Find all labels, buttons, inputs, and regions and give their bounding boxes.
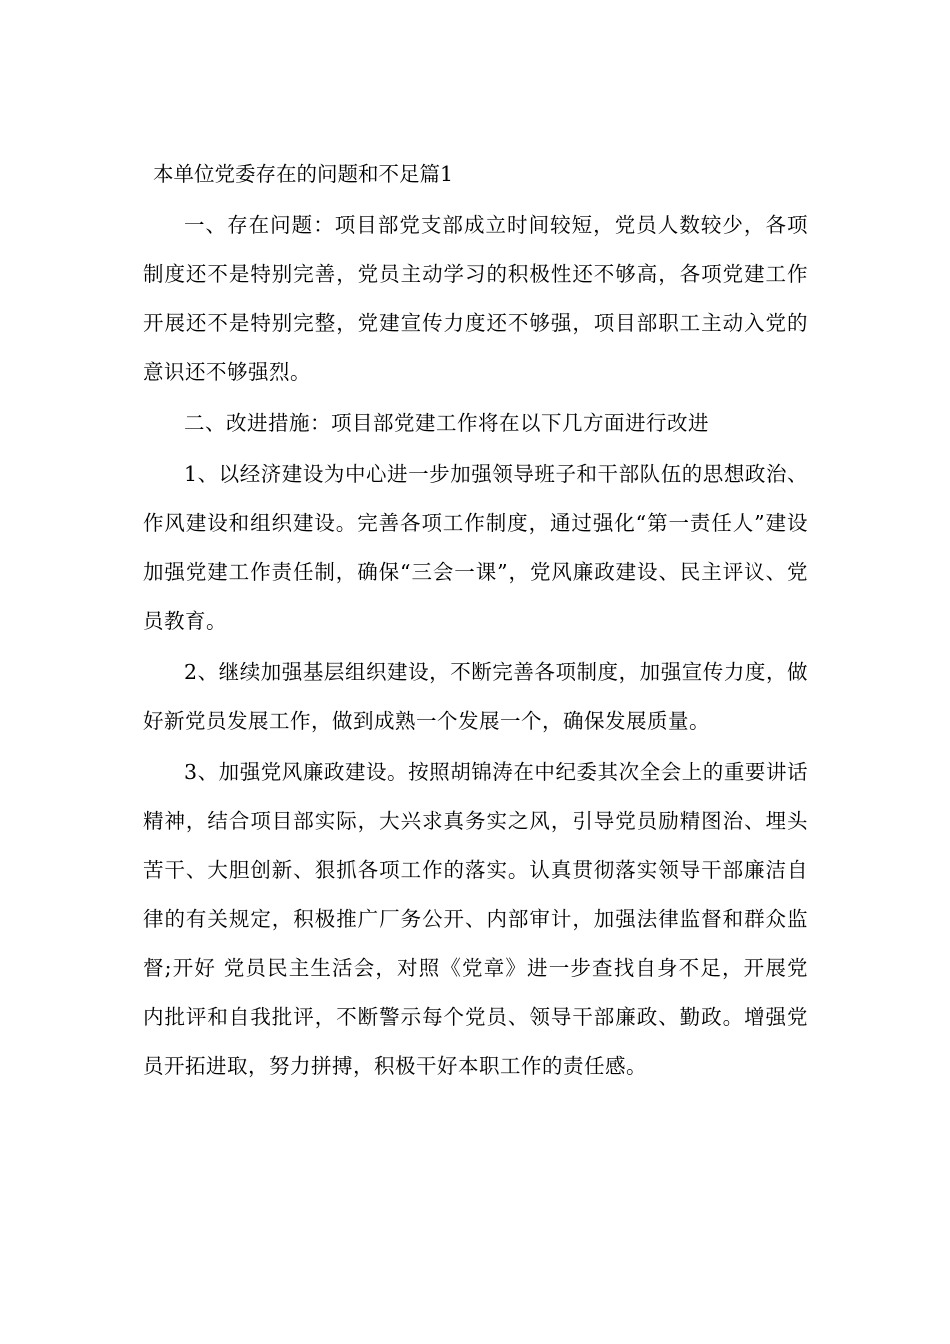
paragraph-measure-1: 1、以经济建设为中心进一步加强领导班子和干部队伍的思想政治、作风建设和组织建设。完善各项工作制度，通过强化“第一责任人”建设加强党建工作责任制，确保“三会一课”，党风廉政建设、民主评议、党员教育。 bbox=[143, 462, 808, 633]
paragraph-measure-2: 2、继续加强基层组织建设，不断完善各项制度，加强宣传力度，做好新党员发展工作，做到成熟一个发展一个，确保发展质量。 bbox=[143, 660, 808, 733]
document-title: 本单位党委存在的问题和不足篇1 bbox=[153, 162, 454, 186]
paragraph-problems: 一、存在问题：项目部党支部成立时间较短，党员人数较少，各项制度还不是特别完善，党员主动学习的积极性还不够高，各项党建工作开展还不是特别完整，党建宣传力度还不够强，项目部职工主动入党的意识还不够强烈。 bbox=[143, 213, 808, 384]
paragraph-measure-3: 3、加强党风廉政建设。按照胡锦涛在中纪委其次全会上的重要讲话精神，结合项目部实际，大兴求真务实之风，引导党员励精图治、埋头苦干、大胆创新、狠抓各项工作的落实。认真贯彻落实领导干部廉洁自律的有关规定，积极推广厂务公开、内部审计，加强法律监督和群众监督;开好 党员民主生活会，对照《党章》进一步查找自身不足，开展党内批评和自我批评，不断警示每个党员、领导干部廉政、勤政。增强党员开拓进取，努力拼搏，积极干好本职工作的责任感。 bbox=[143, 760, 808, 1078]
paragraph-measures-heading: 二、改进措施：项目部党建工作将在以下几方面进行改进 bbox=[184, 411, 709, 435]
document-body bbox=[143, 150, 808, 1091]
